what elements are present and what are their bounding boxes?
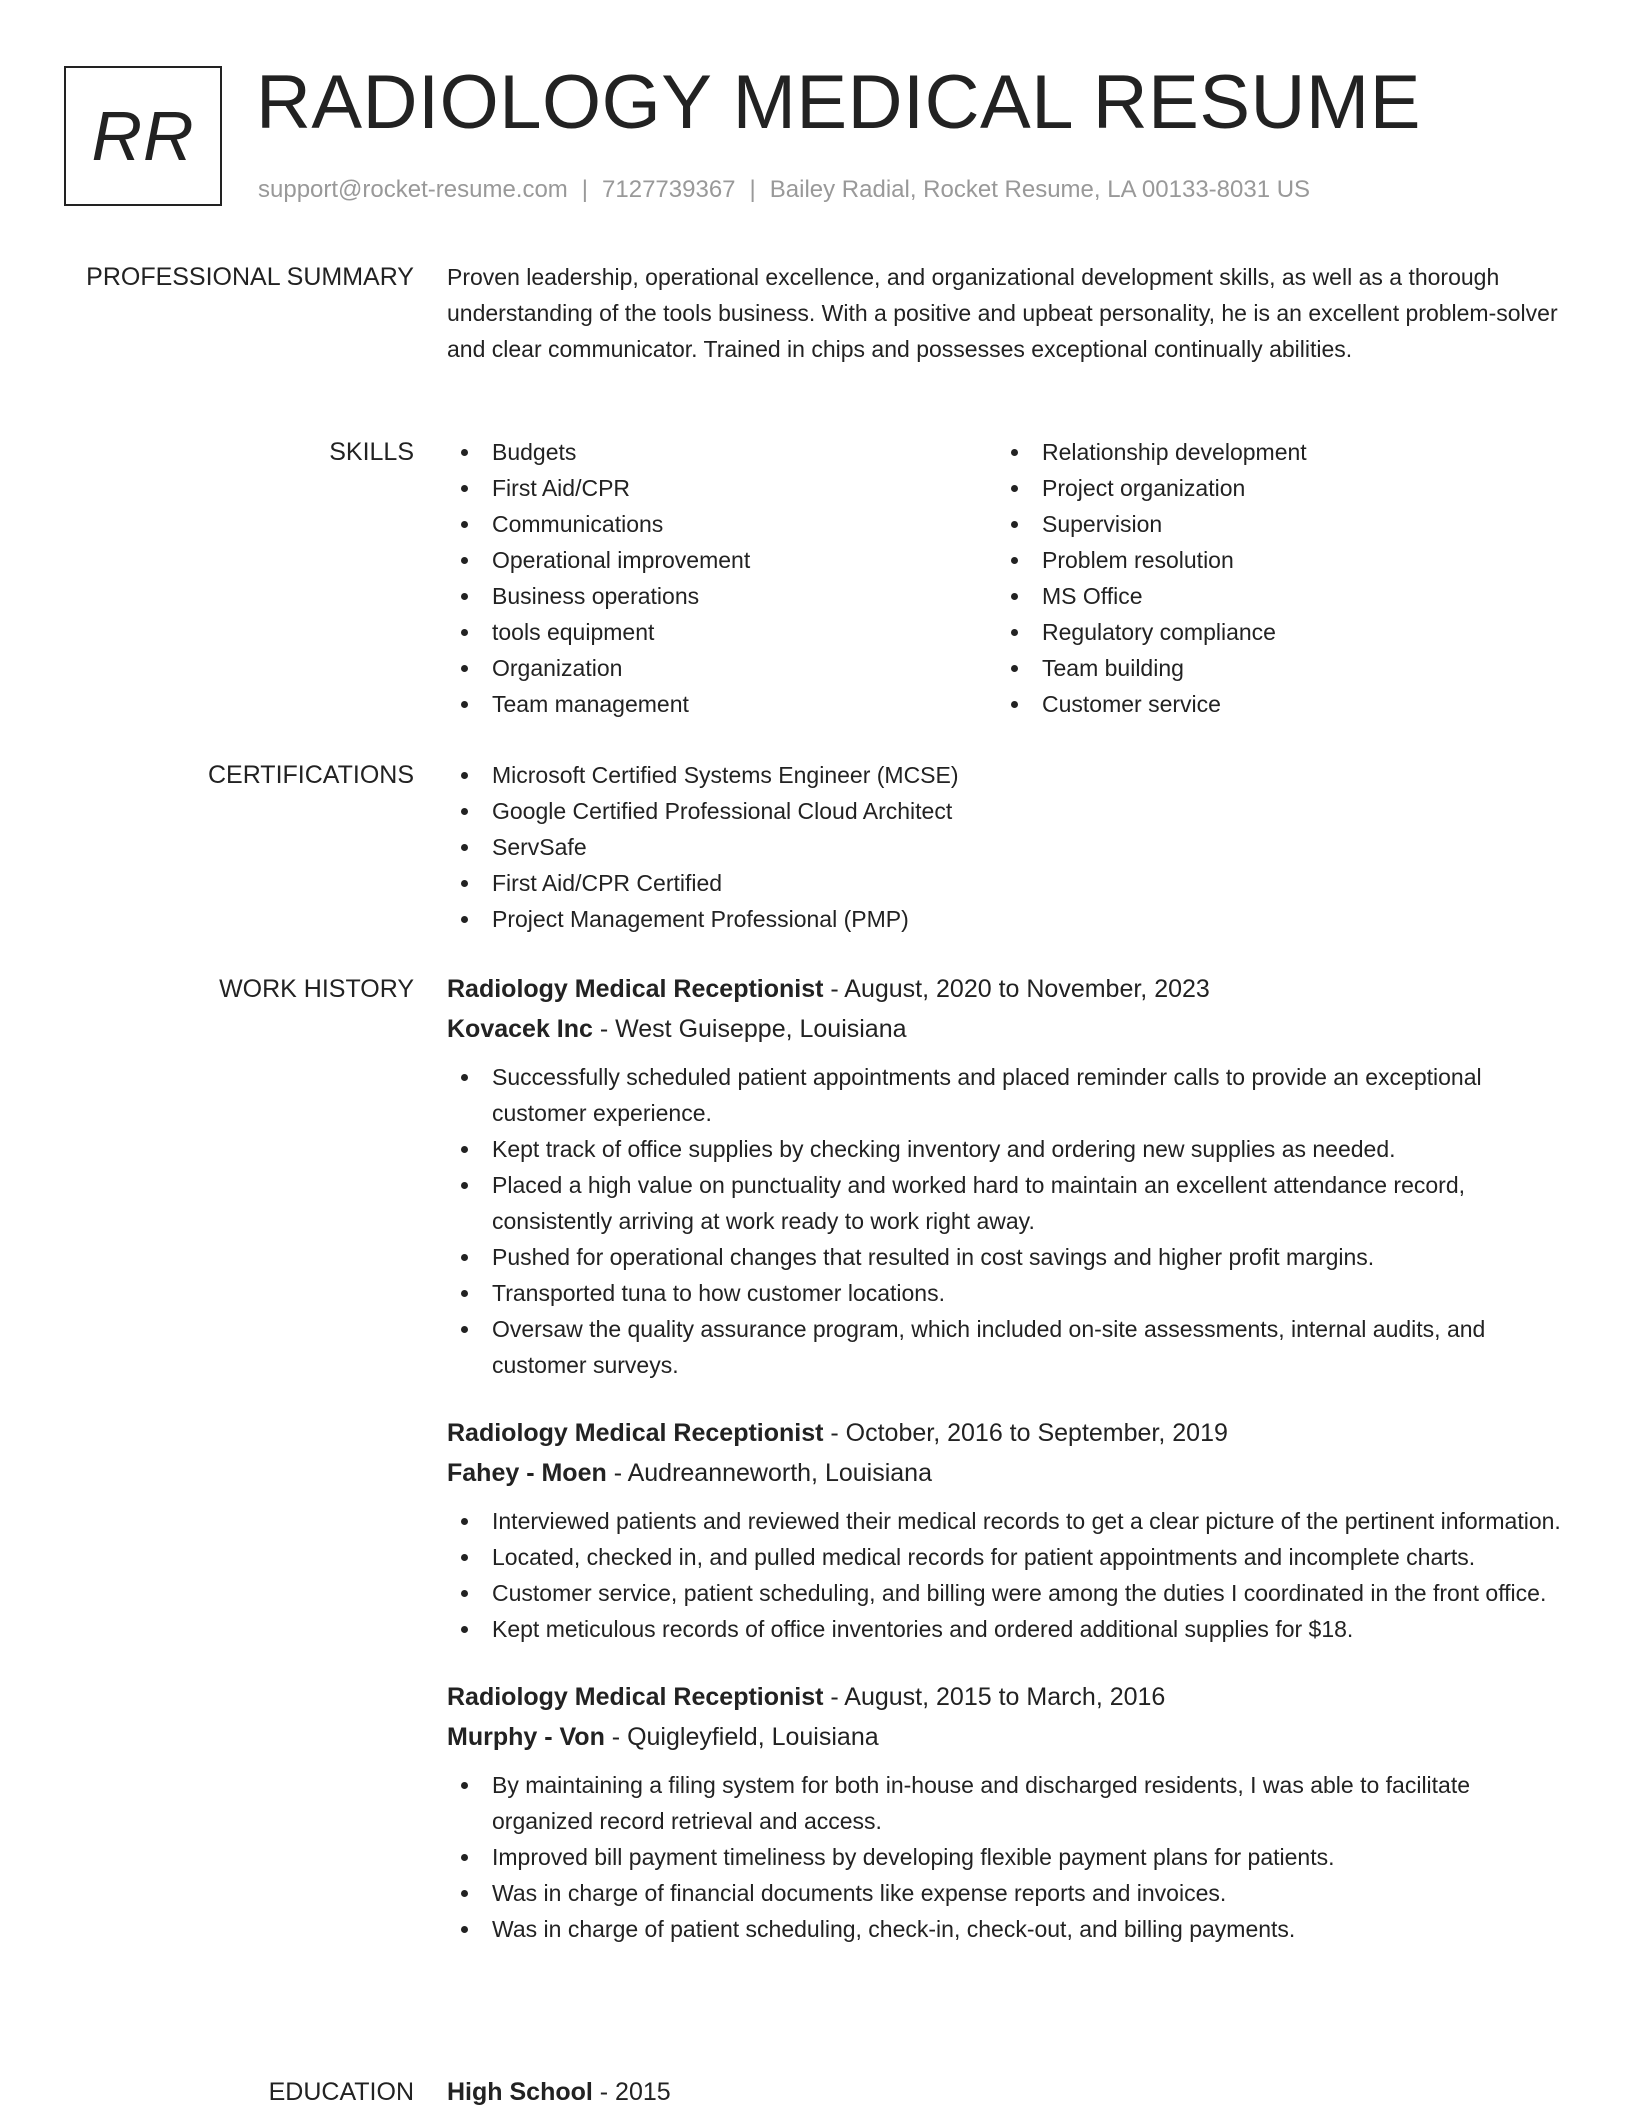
contact-phone: 7127739367 <box>602 176 736 203</box>
job-company-line <box>447 1717 1572 1757</box>
skill-item: Regulatory compliance <box>997 614 1547 650</box>
job-title: Radiology Medical Receptionist <box>447 1683 824 1711</box>
job-company: Murphy - Von <box>447 1723 605 1751</box>
job-company-line <box>447 1453 1572 1493</box>
education-body <box>447 2072 1572 2112</box>
skill-item: MS Office <box>997 578 1547 614</box>
contact-address: Bailey Radial, Rocket Resume, LA 00133-8031 US <box>769 176 1311 203</box>
contact-separator: | <box>581 176 589 203</box>
job-bullet: Transported tuna to how customer locations. <box>447 1275 1572 1311</box>
certification-item: ServSafe <box>447 829 1572 865</box>
job-bullet: Improved bill payment timeliness by developing flexible payment plans for patients. <box>447 1839 1572 1875</box>
skill-item: Organization <box>447 650 997 686</box>
job-dates: - August, 2015 to March, 2016 <box>823 1683 1166 1711</box>
contact-line <box>258 176 1310 204</box>
job-location: - Quigleyfield, Louisiana <box>604 1723 879 1751</box>
job-entry <box>447 969 1572 1383</box>
certifications-label: CERTIFICATIONS <box>207 761 414 789</box>
contact-separator: | <box>749 176 756 203</box>
job-bullet: Successfully scheduled patient appointments and placed reminder calls to provide an exceptional customer experience. <box>447 1059 1572 1131</box>
job-bullet: Was in charge of financial documents like expense reports and invoices. <box>447 1875 1572 1911</box>
job-location: - Audreanneworth, Louisiana <box>606 1459 932 1487</box>
skills-label: SKILLS <box>329 438 414 466</box>
job-bullet: Kept track of office supplies by checking inventory and ordering new supplies as needed. <box>447 1131 1572 1167</box>
job-bullet: Located, checked in, and pulled medical records for patient appointments and incomplete charts. <box>447 1539 1572 1575</box>
page-title: RADIOLOGY MEDICAL RESUME <box>256 60 1421 145</box>
job-entry <box>447 1413 1572 1647</box>
contact-email: support@rocket-resume.com <box>258 176 568 203</box>
education-label: EDUCATION <box>268 2078 414 2106</box>
job-title-line <box>447 1677 1572 1717</box>
job-bullet: Oversaw the quality assurance program, which included on-site assessments, internal audits, and customer surveys. <box>447 1311 1572 1383</box>
job-title-line <box>447 1413 1572 1453</box>
job-company: Kovacek Inc <box>447 1015 593 1043</box>
skill-item: Budgets <box>447 434 997 470</box>
skill-item: Problem resolution <box>997 542 1547 578</box>
job-dates: - August, 2020 to November, 2023 <box>823 975 1210 1003</box>
summary-text: Proven leadership, operational excellence, and organizational development skills, as well as a thorough understanding of the tools business. With a positive and upbeat personality, he is an excellent problem-solver and clear communicator. Trained in chips and possesses exceptional continually abilities. <box>447 264 1558 362</box>
skill-item: Team building <box>997 650 1547 686</box>
job-title: Radiology Medical Receptionist <box>447 975 824 1003</box>
summary-label: PROFESSIONAL SUMMARY <box>86 263 414 291</box>
certifications-list <box>447 757 1572 937</box>
skill-item: tools equipment <box>447 614 997 650</box>
certification-item: Microsoft Certified Systems Engineer (MCSE) <box>447 757 1572 793</box>
job-bullets <box>447 1059 1572 1383</box>
job-bullets <box>447 1503 1572 1647</box>
skill-item: Customer service <box>997 686 1547 722</box>
job-location: - West Guiseppe, Louisiana <box>592 1015 907 1043</box>
job-bullets <box>447 1767 1572 1947</box>
skills-list-right <box>997 434 1547 722</box>
job-company: Fahey - Moen <box>447 1459 607 1487</box>
job-bullet: Customer service, patient scheduling, and billing were among the duties I coordinated in the front office. <box>447 1575 1572 1611</box>
job-title: Radiology Medical Receptionist <box>447 1419 824 1447</box>
education-year: - 2015 <box>592 2078 671 2106</box>
job-bullet: Was in charge of patient scheduling, check-in, check-out, and billing payments. <box>447 1911 1572 1947</box>
skills-list-left <box>447 434 997 722</box>
skill-item: Communications <box>447 506 997 542</box>
job-bullet: Interviewed patients and reviewed their medical records to get a clear picture of the pertinent information. <box>447 1503 1572 1539</box>
skill-item: First Aid/CPR <box>447 470 997 506</box>
certification-item: Google Certified Professional Cloud Architect <box>447 793 1572 829</box>
job-company-line <box>447 1009 1572 1049</box>
job-bullet: By maintaining a filing system for both in-house and discharged residents, I was able to facilitate organized record retrieval and access. <box>447 1767 1572 1839</box>
certification-item: Project Management Professional (PMP) <box>447 901 1572 937</box>
summary-body <box>447 259 1572 367</box>
education-degree: High School <box>447 2078 593 2106</box>
certifications-body <box>447 757 1572 937</box>
job-title-line <box>447 969 1572 1009</box>
job-entry <box>447 1677 1572 1947</box>
skills-body <box>447 434 1572 722</box>
monogram-logo: RR <box>64 66 222 206</box>
job-bullet: Pushed for operational changes that resulted in cost savings and higher profit margins. <box>447 1239 1572 1275</box>
job-bullet: Kept meticulous records of office inventories and ordered additional supplies for $18. <box>447 1611 1572 1647</box>
skill-item: Team management <box>447 686 997 722</box>
work-history-body <box>447 969 1572 1947</box>
certification-item: First Aid/CPR Certified <box>447 865 1572 901</box>
education-line <box>447 2072 1572 2112</box>
skill-item: Project organization <box>997 470 1547 506</box>
job-bullet: Placed a high value on punctuality and worked hard to maintain an excellent attendance record, consistently arriving at work ready to work right away. <box>447 1167 1572 1239</box>
skill-item: Relationship development <box>997 434 1547 470</box>
skill-item: Supervision <box>997 506 1547 542</box>
skill-item: Operational improvement <box>447 542 997 578</box>
skill-item: Business operations <box>447 578 997 614</box>
job-dates: - October, 2016 to September, 2019 <box>823 1419 1228 1447</box>
work-history-label: WORK HISTORY <box>219 975 414 1003</box>
